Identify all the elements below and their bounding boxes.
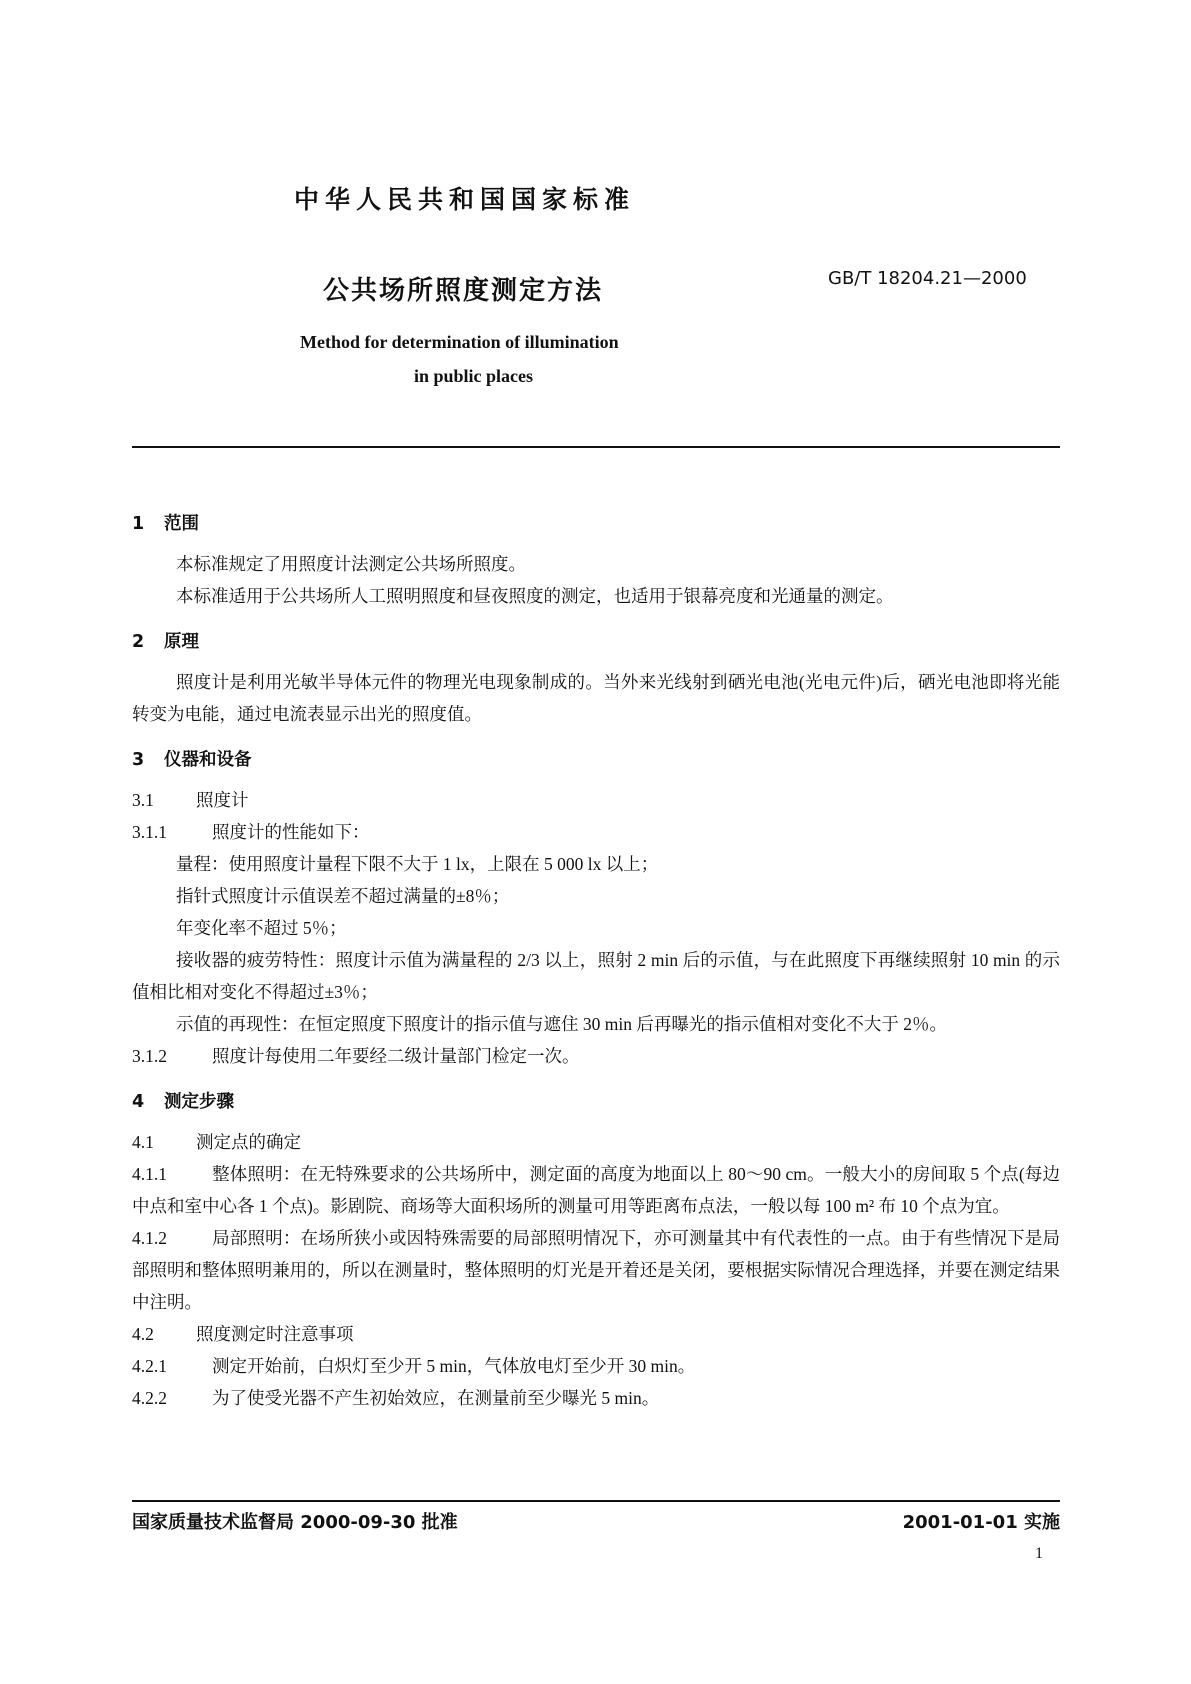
national-standard-heading: 中华人民共和国国家标准: [294, 185, 636, 214]
clause-number: 4.1.1: [132, 1164, 167, 1184]
clause-number: 3.1.2: [132, 1046, 167, 1066]
section-title: 测定步骤: [164, 1092, 234, 1112]
english-title-line-2: in public places: [414, 366, 534, 386]
clause-number: 3.1: [132, 790, 154, 810]
section-heading-4: [132, 1086, 1060, 1118]
clause-3-1: [132, 784, 1060, 816]
paragraph: 照度计是利用光敏半导体元件的物理光电现象制成的。当外来光线射到硒光电池(光电元件)后，硒光电池即将光能转变为电能，通过电流表显示出光的照度值。: [132, 672, 1060, 724]
clause-3-1-1: [132, 816, 1060, 848]
clause-4-2: [132, 1318, 1060, 1350]
clause-text: 为了使受光器不产生初始效应，在测量前至少曝光 5 min。: [212, 1388, 660, 1408]
clause-4-1: [132, 1126, 1060, 1158]
section-heading-1: [132, 508, 1060, 540]
clause-text: 照度测定时注意事项: [196, 1324, 354, 1344]
header-divider: [132, 446, 1060, 448]
section-heading-3: [132, 744, 1060, 776]
clause-number: 4.1: [132, 1132, 154, 1152]
paragraph: 年变化率不超过 5％；: [176, 918, 347, 938]
page-number: 1: [1035, 1545, 1043, 1562]
paragraph: 量程：使用照度计量程下限不大于 1 lx，上限在 5 000 lx 以上；: [176, 854, 659, 874]
section-title: 范围: [164, 514, 199, 534]
clause-text: 照度计的性能如下：: [212, 822, 370, 842]
standard-number: GB/T 18204.21—2000: [828, 268, 1027, 289]
footer-divider: [132, 1500, 1060, 1502]
clause-text: 测定点的确定: [196, 1132, 301, 1152]
clause-number: 4.1.2: [132, 1228, 167, 1248]
section-title: 仪器和设备: [164, 750, 252, 770]
clause-text: 局部照明：在场所狭小或因特殊需要的局部照明情况下，亦可测量其中有代表性的一点。由于有些情况下是局部照明和整体照明兼用的，所以在测量时，整体照明的灯光是开着还是关闭，要根据实际情况合理选择，并要在测定结果中注明。: [132, 1228, 1060, 1312]
clause-number: 3.1.1: [132, 822, 167, 842]
clause-3-1-2: [132, 1040, 1060, 1072]
clause-4-1-1: [132, 1158, 1060, 1222]
clause-4-1-2: [132, 1222, 1060, 1318]
implementation-date: 2001-01-01 实施: [902, 1512, 1060, 1533]
clause-text: 照度计: [196, 790, 249, 810]
clause-number: 4.2.1: [132, 1356, 167, 1376]
document-body: [132, 500, 1060, 1414]
clause-4-2-1: [132, 1350, 1060, 1382]
english-title-line-1: Method for determination of illumination: [300, 332, 619, 352]
section-heading-2: [132, 626, 1060, 658]
paragraph: 示值的再现性：在恒定照度下照度计的指示值与遮住 30 min 后再曝光的指示值相对变化不大于 2％。: [176, 1014, 947, 1034]
clause-text: 照度计每使用二年要经二级计量部门检定一次。: [212, 1046, 580, 1066]
section-number: 4: [132, 1092, 145, 1112]
clause-number: 4.2: [132, 1324, 154, 1344]
clause-text: 整体照明：在无特殊要求的公共场所中，测定面的高度为地面以上 80～90 cm。一般大小的房间取 5 个点(每边中点和室中心各 1 个点)。影剧院、商场等大面积场所的测量可用等距离布点法，一般以每 100 m² 布 10 个点为宜。: [132, 1164, 1060, 1216]
section-number: 1: [132, 514, 145, 534]
paragraph: 本标准适用于公共场所人工照明照度和昼夜照度的测定，也适用于银幕亮度和光通量的测定。: [176, 586, 894, 606]
clause-number: 4.2.2: [132, 1388, 167, 1408]
section-title: 原理: [164, 632, 199, 652]
section-number: 3: [132, 750, 145, 770]
clause-4-2-2: [132, 1382, 1060, 1414]
document-title: 公共场所照度测定方法: [323, 276, 604, 306]
paragraph: 接收器的疲劳特性：照度计示值为满量程的 2/3 以上，照射 2 min 后的示值，与在此照度下再继续照射 10 min 的示值相比相对变化不得超过±3％；: [132, 950, 1060, 1002]
paragraph: 本标准规定了用照度计法测定公共场所照度。: [176, 554, 526, 574]
footer: [132, 1508, 1060, 1534]
section-number: 2: [132, 632, 145, 652]
approval-line: 国家质量技术监督局 2000-09-30 批准: [132, 1512, 458, 1533]
clause-text: 测定开始前，白炽灯至少开 5 min，气体放电灯至少开 30 min。: [212, 1356, 696, 1376]
paragraph: 指针式照度计示值误差不超过满量的±8％；: [176, 886, 510, 906]
